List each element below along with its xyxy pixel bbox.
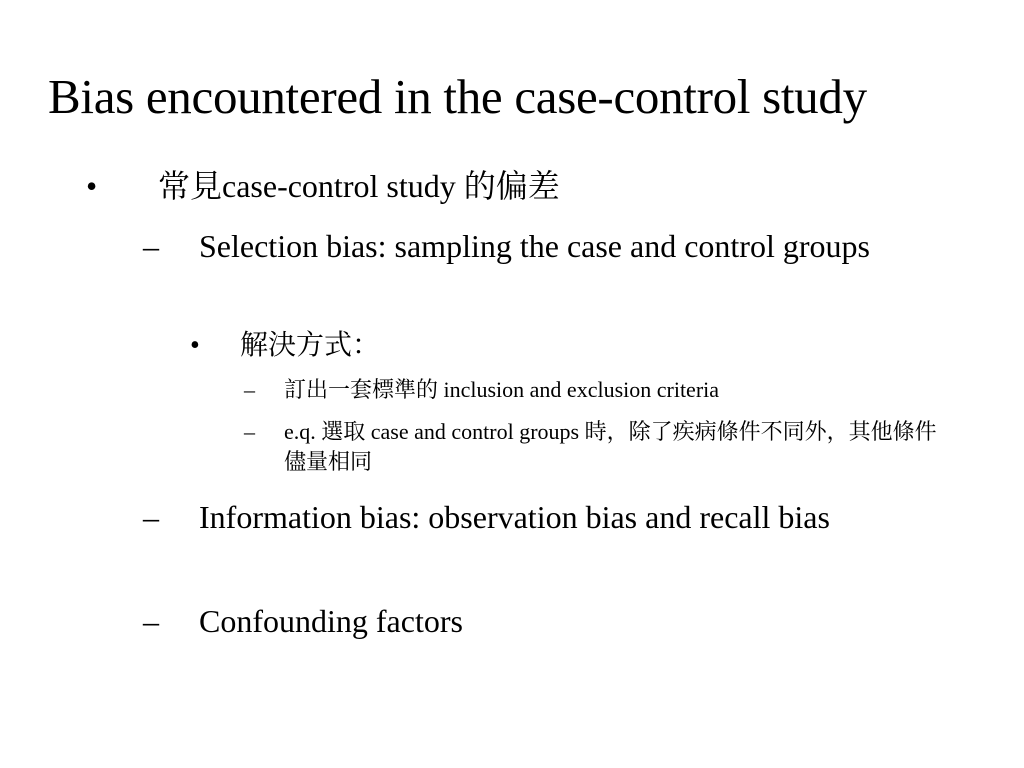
bullet-marker: • — [190, 330, 200, 361]
dash-marker: – — [244, 419, 255, 444]
slide-title: Bias encountered in the case-control study — [48, 69, 867, 124]
detail-text-example: e.q. 選取 case and control groups 時，除了疾病條件不同外，其他條件儘量相同 — [284, 419, 937, 474]
bullet-text-main: 常見case-control study 的偏差 — [158, 168, 560, 204]
dash-marker: – — [143, 499, 159, 535]
subitem-text-selection-bias: Selection bias: sampling the case and control groups — [199, 228, 870, 264]
subsubitem-text-solution: 解決方式： — [240, 330, 381, 361]
subitem-text-confounding: Confounding factors — [199, 603, 463, 639]
detail-text-criteria: 訂出一套標準的 inclusion and exclusion criteria — [284, 377, 720, 402]
bullet-marker: • — [86, 168, 98, 204]
dash-marker: – — [143, 228, 159, 264]
dash-marker: – — [244, 377, 255, 402]
dash-marker: – — [143, 603, 159, 639]
subitem-text-information-bias: Information bias: observation bias and recall bias — [199, 499, 830, 535]
